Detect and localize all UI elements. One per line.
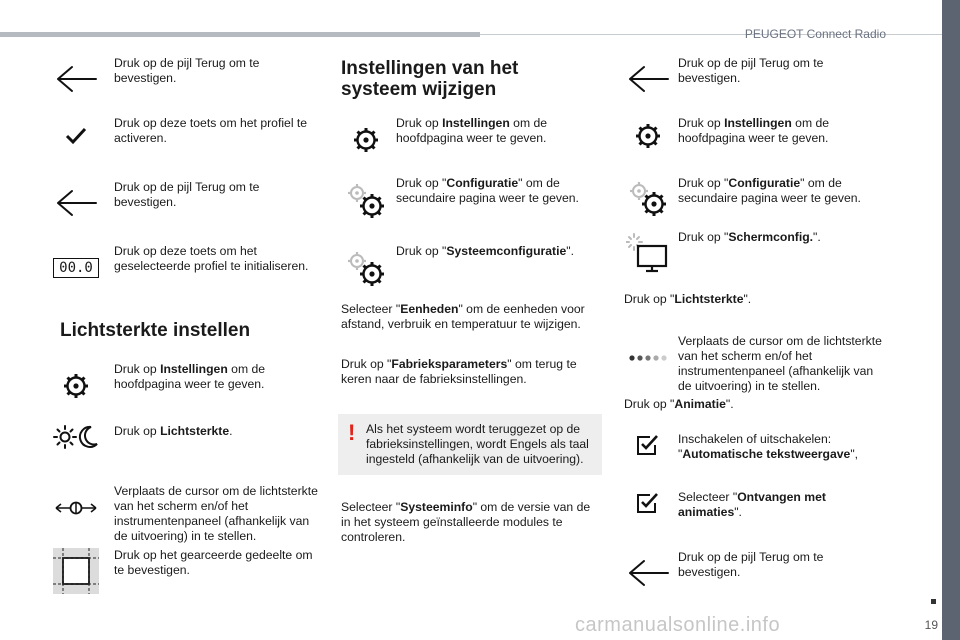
paragraph-sysinfo: Selecteer "Systeeminfo" om de versie van de in het systeem geïnstalleerde modules te controleren. <box>341 500 591 544</box>
settings-gear-icon <box>50 372 102 400</box>
step-row <box>622 176 883 220</box>
step-row <box>50 362 319 400</box>
step-text: Druk op "Schermconfig.". <box>678 230 821 244</box>
back-arrow-icon <box>50 64 102 94</box>
step-row <box>50 548 319 594</box>
configuration-gears-icon <box>340 180 392 222</box>
step-row <box>622 432 883 462</box>
header-title: PEUGEOT Connect Radio <box>744 27 886 41</box>
step-text: Druk op Lichtsterkte. <box>114 424 233 438</box>
section-title: Instellingen van het systeem wijzigen <box>341 58 519 100</box>
page-end-marker <box>931 599 936 604</box>
step-row <box>50 180 319 218</box>
paragraph-animation: Druk op "Animatie". <box>624 397 734 411</box>
step-text: Druk op de pijl Terug om te bevestigen. <box>114 180 260 209</box>
step-row <box>340 244 601 290</box>
hatched-area-icon <box>50 548 102 594</box>
step-text: Verplaats de cursor om de lichtsterkte van het scherm en/of het instrumentenpaneel (afhankelijk van de uitvoering) in te stellen. <box>678 334 882 393</box>
step-text: Druk op "Systeemconfiguratie". <box>396 244 574 258</box>
step-text: Druk op "Configuratie" om de secundaire pagina weer te geven. <box>396 176 579 205</box>
configuration-gears-icon <box>340 248 392 290</box>
step-row <box>50 56 319 94</box>
step-text: Druk op "Configuratie" om de secundaire pagina weer te geven. <box>678 176 861 205</box>
step-text: Druk op de pijl Terug om te bevestigen. <box>114 56 260 85</box>
step-row <box>340 116 601 154</box>
settings-gear-icon <box>340 126 392 154</box>
paragraph-factory: Druk op "Fabrieksparameters" om terug te keren naar de fabrieksinstellingen. <box>341 357 577 386</box>
back-arrow-icon <box>622 558 674 588</box>
step-row <box>50 484 319 544</box>
step-text: Verplaats de cursor om de lichtsterkte van het scherm en/of het instrumentenpaneel (afhankelijk van de uitvoering) in te stellen. <box>114 484 318 543</box>
step-text: Druk op Instellingen om de hoofdpagina weer te geven. <box>678 116 830 145</box>
step-text: Druk op Instellingen om de hoofdpagina weer te geven. <box>396 116 548 145</box>
warning-icon: ! <box>348 420 356 445</box>
checkbox-icon <box>622 492 674 514</box>
screen-config-icon <box>622 232 674 274</box>
step-row <box>622 490 883 520</box>
step-text: Druk op de pijl Terug om te bevestigen. <box>678 550 824 579</box>
configuration-gears-icon <box>622 178 674 220</box>
slider-cursor-icon <box>50 496 102 520</box>
reset-counter-icon <box>50 258 102 278</box>
step-text: Druk op Instellingen om de hoofdpagina weer te geven. <box>114 362 266 391</box>
back-arrow-icon <box>622 64 674 94</box>
checkbox-icon <box>622 434 674 456</box>
paragraph-units: Selecteer "Eenheden" om de eenheden voor afstand, verbruik en temperatuur te wijzigen. <box>341 302 585 331</box>
step-row <box>622 334 883 394</box>
watermark: carmanualsonline.info <box>575 614 781 636</box>
step-row <box>622 230 883 274</box>
step-row <box>622 116 883 150</box>
step-row <box>622 550 883 588</box>
reset-counter-label: 00.0 <box>53 258 99 278</box>
settings-gear-icon <box>622 122 674 150</box>
step-row <box>340 176 601 222</box>
page-number: 19 <box>924 618 938 632</box>
warning-text: Als het systeem wordt teruggezet op de fabrieksinstellingen, wordt Engels als taal ingesteld (afhankelijk van de uitvoering). <box>366 422 589 466</box>
paragraph-brightness: Druk op "Lichtsterkte". <box>624 292 752 306</box>
brightness-icon <box>50 424 102 450</box>
back-arrow-icon <box>50 188 102 218</box>
section-title: Lichtsterkte instellen <box>60 320 251 341</box>
step-text: Druk op deze toets om het profiel te activeren. <box>114 116 308 145</box>
step-row <box>50 422 319 450</box>
page-side-band <box>942 0 960 640</box>
step-text: Druk op het gearceerde gedeelte om te bevestigen. <box>114 548 313 577</box>
step-text: Druk op de pijl Terug om te bevestigen. <box>678 56 824 85</box>
step-text: Druk op deze toets om het geselecteerde profiel te initialiseren. <box>114 244 309 273</box>
step-row <box>50 116 319 146</box>
step-text: Selecteer "Ontvangen met animaties". <box>678 490 826 519</box>
header-rule-thick <box>0 32 480 37</box>
step-row <box>50 244 319 278</box>
step-row <box>622 56 883 94</box>
slider-dots-icon <box>622 354 674 362</box>
warning-box <box>338 414 602 475</box>
step-text: Inschakelen of uitschakelen: "Automatische tekstweergave", <box>678 432 859 461</box>
checkmark-icon <box>50 126 102 146</box>
